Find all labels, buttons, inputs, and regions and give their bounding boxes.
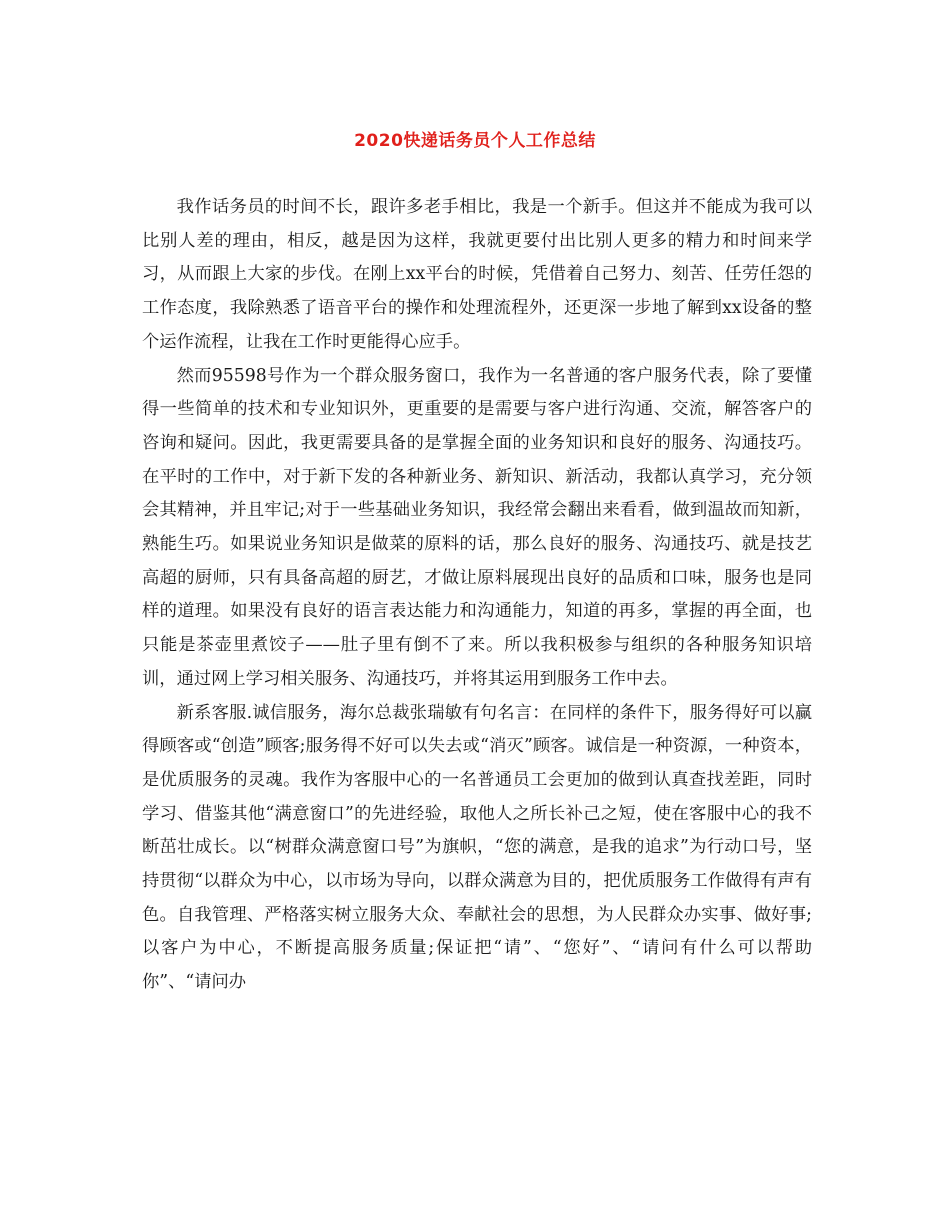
paragraph-2: 然而95598号作为一个群众服务窗口，我作为一名普通的客户服务代表，除了要懂得一些简单的技术和专业知识外，更重要的是需要与客户进行沟通、交流，解答客户的咨询和疑问。因此，我更需要具备的是掌握全面的业务知识和良好的服务、沟通技巧。在平时的工作中，对于新下发的各种新业务、新知识、新活动，我都认真学习，充分领会其精神，并且牢记;对于一些基础业务知识，我经常会翻出来看看，做到温故而知新，熟能生巧。如果说业务知识是做菜的原料的话，那么良好的服务、沟通技巧、就是技艺高超的厨师，只有具备高超的厨艺，才做让原料展现出良好的品质和口味，服务也是同样的道理。如果没有良好的语言表达能力和沟通能力，知道的再多，掌握的再全面，也只能是茶壶里煮饺子——肚子里有倒不了来。所以我积极参与组织的各种服务知识培训，通过网上学习相关服务、沟通技巧，并将其运用到服务工作中去。 (142, 365, 812, 689)
paragraph-3: 新系客服.诚信服务，海尔总裁张瑞敏有句名言：在同样的条件下，服务得好可以赢得顾客或“创造”顾客;服务得不好可以失去或“消灭”顾客。诚信是一种资源，一种资本，是优质服务的灵魂。我作为客服中心的一名普通员工会更加的做到认真查找差距，同时学习、借鉴其他“满意窗口”的先进经验，取他人之所长补己之短，使在客服中心的我不断茁壮成长。以“树群众满意窗口号”为旗帜，“您的满意，是我的追求”为行动口号，坚持贯彻“以群众为中心，以市场为导向，以群众满意为目的，把优质服务工作做得有声有色。自我管理、严格落实树立服务大众、奉献社会的思想，为人民群众办实事、做好事;以客户为中心，不断提高服务质量;保证把“请”、“您好”、“请问有什么可以帮助你”、“请问办 (142, 702, 812, 993)
document-title: 2020快递话务员个人工作总结 (354, 131, 596, 151)
paragraph-1: 我作话务员的时间不长，跟许多老手相比，我是一个新手。但这并不能成为我可以比别人差的理由，相反，越是因为这样，我就更要付出比别人更多的精力和时间来学习，从而跟上大家的步伐。在刚上xx平台的时候，凭借着自己努力、刻苦、任劳任怨的工作态度，我除熟悉了语音平台的操作和处理流程外，还更深一步地了解到xx设备的整个运作流程，让我在工作时更能得心应手。 (142, 197, 812, 352)
document-body (142, 191, 812, 1000)
